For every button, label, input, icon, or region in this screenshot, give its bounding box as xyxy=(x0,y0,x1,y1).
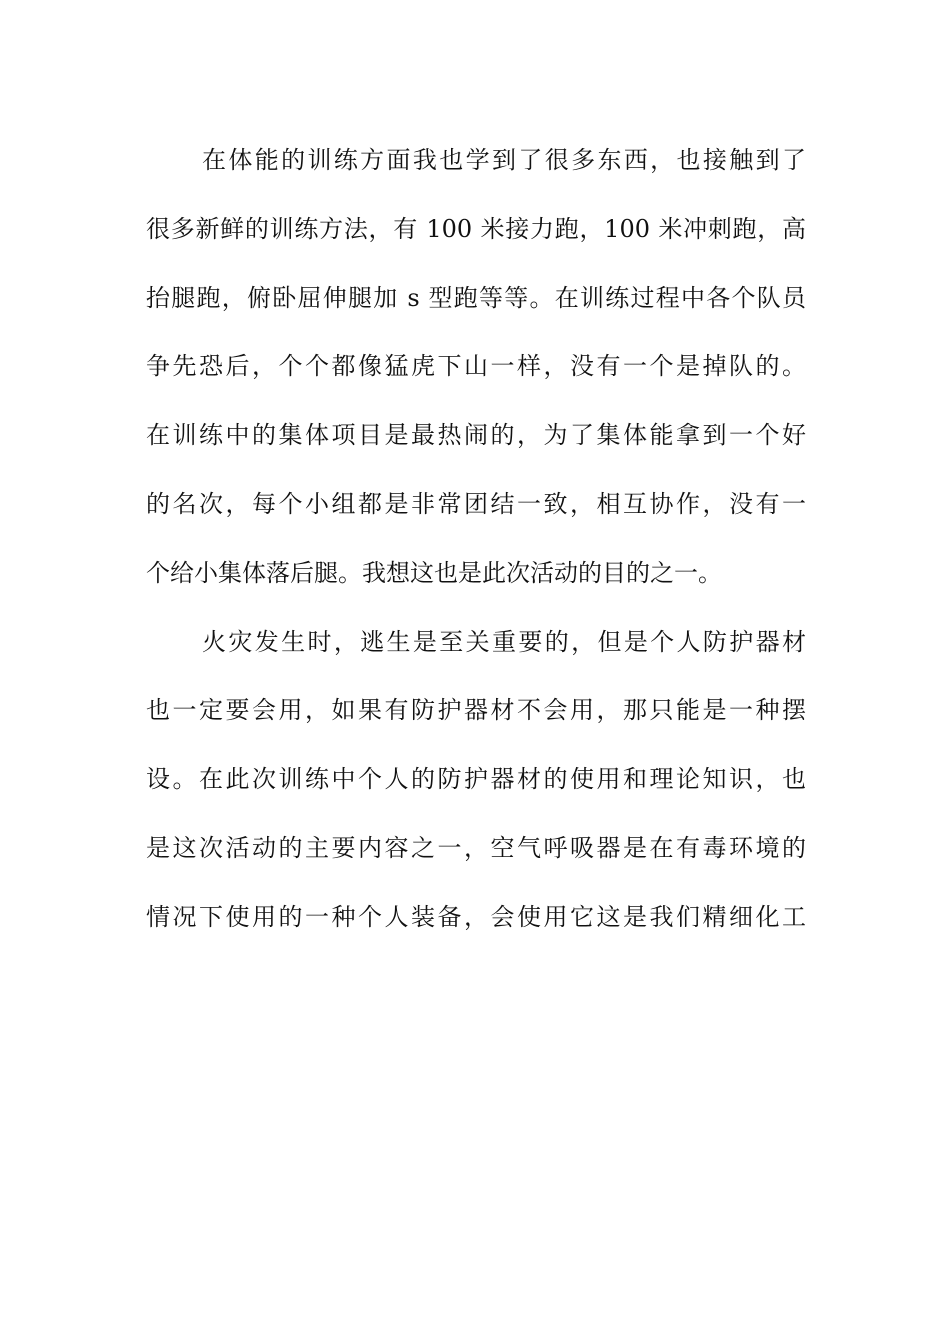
paragraph-2-line-2: 也一定要会用，如果有防护器材不会用，那只能是一种摆 xyxy=(146,696,806,725)
paragraph-1-line-6: 的名次，每个小组都是非常团结一致，相互协作，没有一 xyxy=(146,489,806,518)
paragraph-2-line-1: 火灾发生时，逃生是至关重要的，但是个人防护器材 xyxy=(202,627,806,656)
document-body xyxy=(146,126,806,952)
paragraph-1-line-1: 在体能的训练方面我也学到了很多东西，也接触到了 xyxy=(202,146,806,174)
paragraph-1-line-4: 争先恐后，个个都像猛虎下山一样，没有一个是掉队的。 xyxy=(146,352,806,381)
paragraph-2-line-3: 设。在此次训练中个人的防护器材的使用和理论知识，也 xyxy=(146,765,806,794)
paragraph-2-line-5: 情况下使用的一种个人装备，会使用它这是我们精细化工 xyxy=(146,902,806,931)
paragraph-1-line-3: 抬腿跑，俯卧屈伸腿加 s 型跑等等。在训练过程中各个队员 xyxy=(146,283,806,312)
paragraph-1-line-7: 个给小集体落后腿。我想这也是此次活动的目的之一。 xyxy=(146,558,722,587)
paragraph-1-line-5: 在训练中的集体项目是最热闹的，为了集体能拿到一个好 xyxy=(146,421,806,450)
paragraph-2-line-4: 是这次活动的主要内容之一，空气呼吸器是在有毒环境的 xyxy=(146,833,806,862)
paragraph-1-line-2: 很多新鲜的训练方法，有 100 米接力跑，100 米冲刺跑，高 xyxy=(146,214,806,243)
